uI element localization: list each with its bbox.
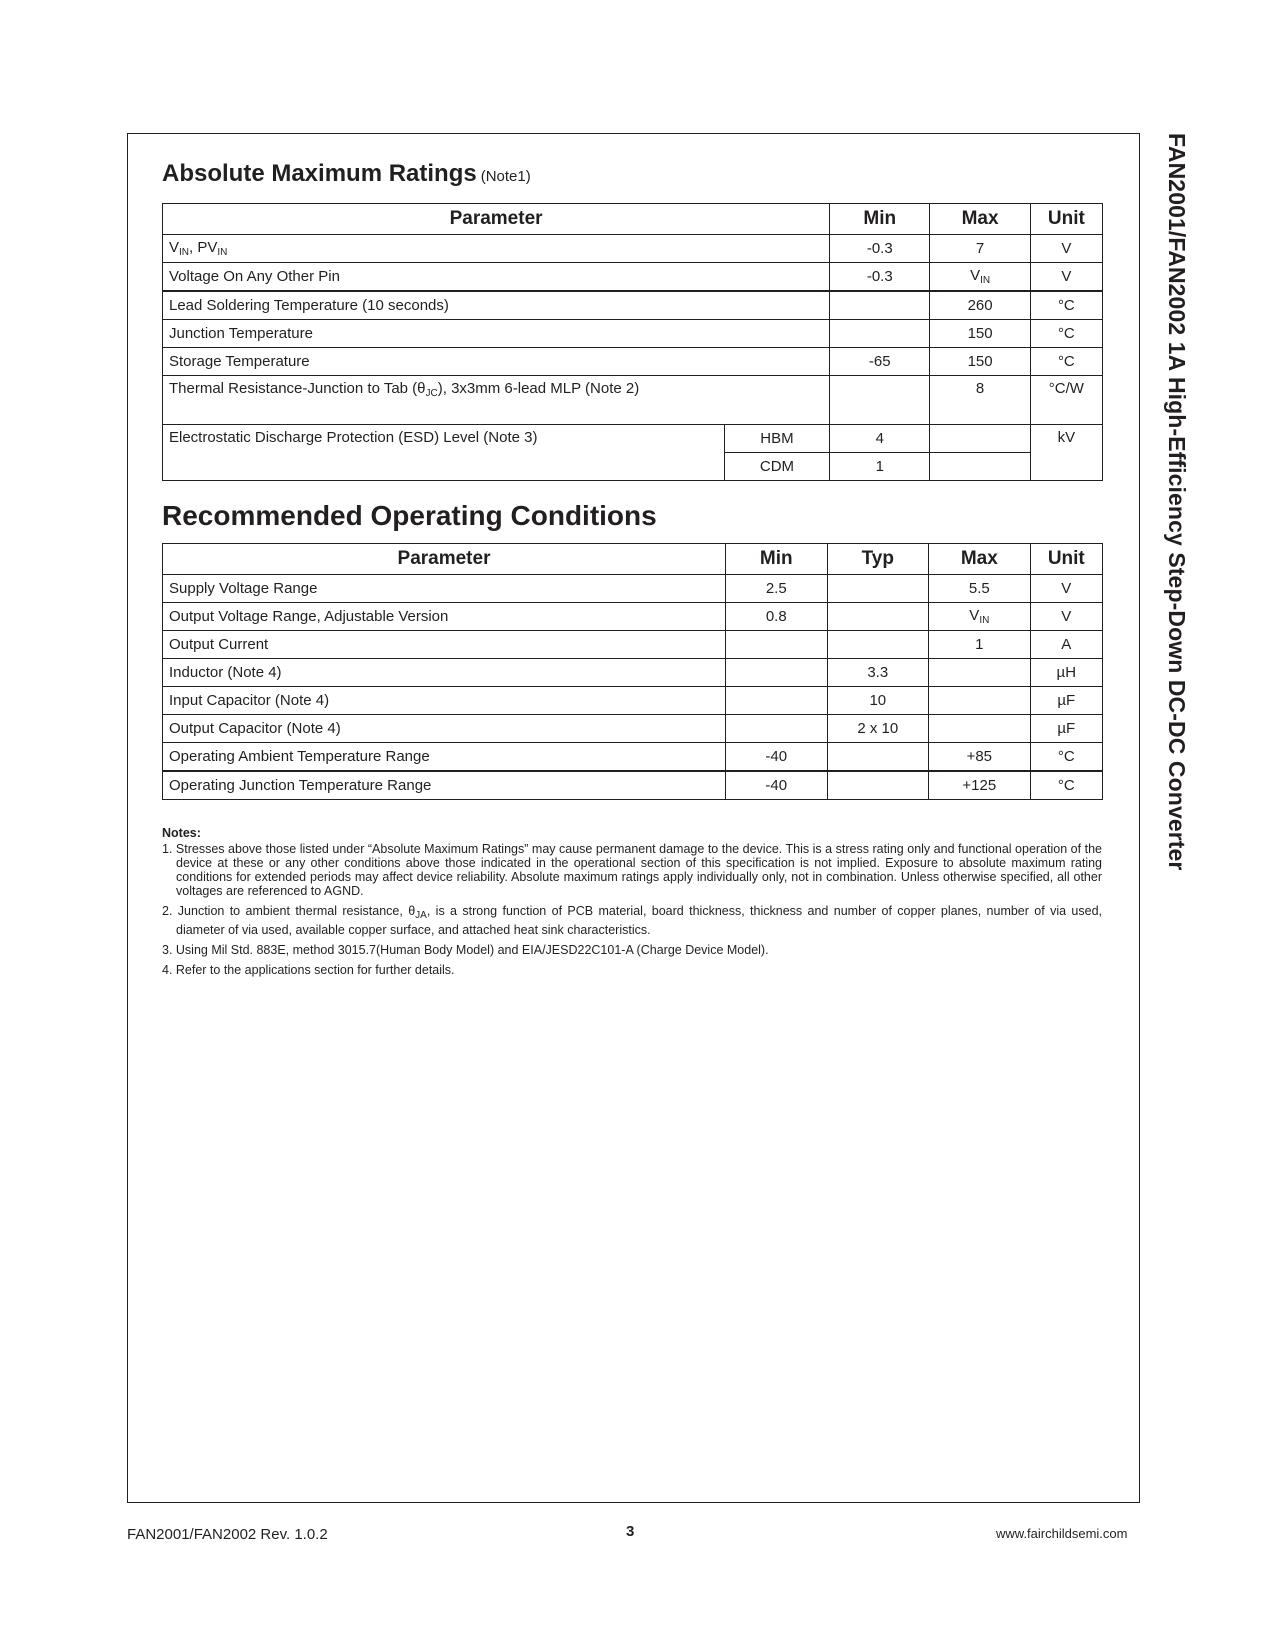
typ-cell (827, 631, 929, 659)
rec-op-table (162, 543, 1103, 800)
esd-hbm-cell: HBM (724, 425, 829, 453)
min-cell (725, 659, 827, 687)
typ-cell: 10 (827, 687, 929, 715)
param-cell: Thermal Resistance-Junction to Tab $(\theta_{JC})$, 3x3mm 6-lead MLP (Note 2) (163, 376, 830, 425)
param-cell: Operating Junction Temperature Range (163, 771, 726, 800)
param-cell: Supply Voltage Range (163, 575, 726, 603)
unit-cell: V (1030, 263, 1102, 292)
param-cell: Output Capacitor (Note 4) (163, 715, 726, 743)
param-cell: Junction Temperature (163, 320, 830, 348)
param-cell: Input Capacitor (Note 4) (163, 687, 726, 715)
typ-cell (827, 603, 929, 631)
max-cell: $V_{IN}$ (929, 603, 1031, 631)
max-cell: 7 (930, 235, 1030, 263)
header-min: Min (830, 204, 930, 235)
header-max: Max (929, 544, 1031, 575)
table-row (163, 659, 1103, 687)
max-cell (929, 659, 1031, 687)
table-row (163, 575, 1103, 603)
note-3: 3. Using Mil Std. 883E, method 3015.7(Human Body Model) and EIA/JESD22C101-A (Charge Device Model). (162, 943, 769, 957)
min-cell: 2.5 (725, 575, 827, 603)
footer-page-number: 3 (626, 1523, 635, 1540)
max-cell: 8 (930, 376, 1030, 425)
unit-cell: kV (1030, 425, 1102, 481)
header-parameter: Parameter (163, 204, 830, 235)
max-cell (930, 453, 1030, 481)
table-row (163, 320, 1103, 348)
table-row (163, 348, 1103, 376)
param-cell: Inductor (Note 4) (163, 659, 726, 687)
table-row (163, 235, 1103, 263)
table-header-row (163, 544, 1103, 575)
min-cell: -0.3 (830, 263, 930, 292)
notes-section (162, 826, 1102, 977)
max-cell: 150 (930, 348, 1030, 376)
max-cell (929, 715, 1031, 743)
abs-max-title (162, 160, 531, 188)
min-cell (725, 687, 827, 715)
header-max: Max (930, 204, 1030, 235)
min-cell (830, 291, 930, 320)
min-cell: 1 (830, 453, 930, 481)
unit-cell: V (1030, 575, 1102, 603)
max-cell: +125 (929, 771, 1031, 800)
typ-cell (827, 743, 929, 772)
footer-website: www.fairchildsemi.com (996, 1526, 1128, 1541)
min-cell (725, 631, 827, 659)
table-row (163, 263, 1103, 292)
unit-cell: µF (1030, 687, 1102, 715)
max-cell: +85 (929, 743, 1031, 772)
unit-cell: °C (1030, 320, 1102, 348)
notes-heading: Notes: (162, 826, 201, 840)
max-cell: 5.5 (929, 575, 1031, 603)
unit-cell: °C (1030, 291, 1102, 320)
table-row (163, 715, 1103, 743)
max-cell: 1 (929, 631, 1031, 659)
table-row (163, 425, 1103, 453)
header-unit: Unit (1030, 544, 1102, 575)
table-header-row (163, 204, 1103, 235)
side-title (1160, 133, 1190, 913)
typ-cell (827, 771, 929, 800)
min-cell: 0.8 (725, 603, 827, 631)
max-cell: 260 (930, 291, 1030, 320)
table-row (163, 771, 1103, 800)
min-cell (830, 376, 930, 425)
min-cell: -40 (725, 771, 827, 800)
unit-cell: °C (1030, 771, 1102, 800)
param-cell: Storage Temperature (163, 348, 830, 376)
unit-cell: A (1030, 631, 1102, 659)
esd-cdm-cell: CDM (724, 453, 829, 481)
unit-cell: µF (1030, 715, 1102, 743)
unit-cell: °C (1030, 743, 1102, 772)
table-row (163, 603, 1103, 631)
abs-max-table (162, 203, 1103, 481)
max-cell: $V_{IN}$ (930, 263, 1030, 292)
min-cell (830, 320, 930, 348)
typ-cell: 2 x 10 (827, 715, 929, 743)
param-cell: Output Current (163, 631, 726, 659)
unit-cell: µH (1030, 659, 1102, 687)
header-parameter: Parameter (163, 544, 726, 575)
param-cell: Lead Soldering Temperature (10 seconds) (163, 291, 830, 320)
max-cell: 150 (930, 320, 1030, 348)
min-cell: 4 (830, 425, 930, 453)
param-cell: $V_{IN}$, $PV_{IN}$ (163, 235, 830, 263)
note-4: 4. Refer to the applications section for further details. (162, 963, 455, 977)
typ-cell: 3.3 (827, 659, 929, 687)
unit-cell: °C/W (1030, 376, 1102, 425)
table-row (163, 376, 1103, 425)
side-title-text: FAN2001/FAN2002 1A High-Efficiency Step-Down DC-DC Converter (1164, 133, 1190, 871)
table-row (163, 687, 1103, 715)
param-cell: Output Voltage Range, Adjustable Version (163, 603, 726, 631)
min-cell: -0.3 (830, 235, 930, 263)
unit-cell: °C (1030, 348, 1102, 376)
note-1: 1. Stresses above those listed under “Absolute Maximum Ratings” may cause permanent damage to the device. This is a stress rating only and functional operation of the device at these or any other conditions above those indicated in the operational section of this specification is not implied. Exposure to absolute maximum rating conditions for extended periods may affect device reliability. Absolute maximum ratings apply individually only, not in combination. Unless otherwise specified, all other voltages are referenced to AGND. (162, 842, 1102, 898)
header-unit: Unit (1030, 204, 1102, 235)
param-cell: Electrostatic Discharge Protection (ESD) Level (Note 3) (163, 425, 725, 481)
table-row (163, 743, 1103, 772)
param-cell: Voltage On Any Other Pin (163, 263, 830, 292)
param-cell: Operating Ambient Temperature Range (163, 743, 726, 772)
min-cell: -65 (830, 348, 930, 376)
max-cell (929, 687, 1031, 715)
abs-max-title-text: Absolute Maximum Ratings (162, 160, 477, 187)
typ-cell (827, 575, 929, 603)
table-row (163, 631, 1103, 659)
header-typ: Typ (827, 544, 929, 575)
abs-max-title-note: (Note1) (480, 168, 531, 185)
rec-op-title: Recommended Operating Conditions (162, 500, 657, 531)
unit-cell: V (1030, 603, 1102, 631)
header-min: Min (725, 544, 827, 575)
min-cell: -40 (725, 743, 827, 772)
note-2: 2. Junction to ambient thermal resistance, $\theta_{JA}$, is a strong function of PCB material, board thickness, thickness and number of copper planes, number of via used, diameter of via used, available copper surface, and attached heat sink characteristics. (162, 904, 1103, 937)
footer-doc-rev: FAN2001/FAN2002 Rev. 1.0.2 (127, 1526, 328, 1543)
unit-cell: V (1030, 235, 1102, 263)
max-cell (930, 425, 1030, 453)
min-cell (725, 715, 827, 743)
table-row (163, 291, 1103, 320)
